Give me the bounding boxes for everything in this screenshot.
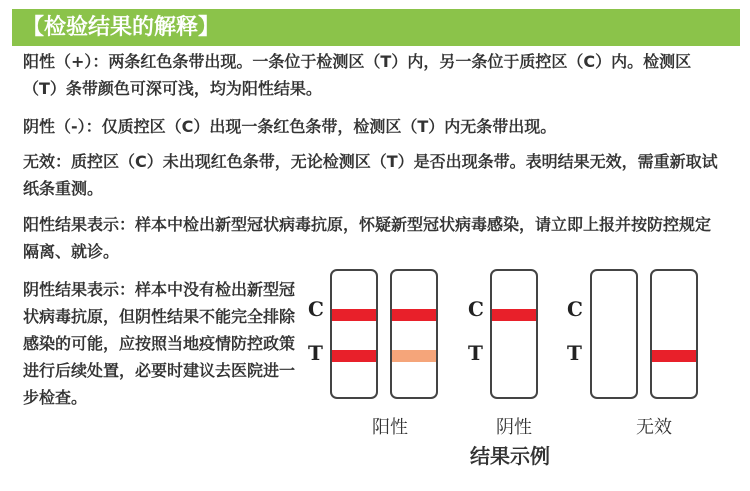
test-strip-invalid-none (590, 269, 638, 399)
negative-result-note: 阴性结果表示：样本中没有检出新型冠状病毒抗原，但阴性结果不能完全排除感染的可能，应按照当地疫情防控政策进行后续处置，必要时建议去医院进一步检查。 (23, 280, 296, 407)
test-strip-positive-strong (330, 269, 378, 399)
test-band-faint (392, 350, 436, 362)
t-marker-positive: T (308, 341, 323, 365)
positive-result-note: 阳性结果表示：样本中检出新型冠状病毒抗原，怀疑新型冠状病毒感染，请立即上报并按防控规定隔离、就诊。 (23, 215, 712, 261)
test-band (332, 350, 376, 362)
t-marker-invalid: T (567, 341, 582, 365)
control-band (492, 309, 536, 321)
test-band (652, 350, 696, 362)
c-marker-negative: C (468, 297, 484, 321)
section-header: 【检验结果的解释】 (12, 9, 740, 46)
test-strip-negative (490, 269, 538, 399)
control-band (332, 309, 376, 321)
t-marker-negative: T (468, 341, 483, 365)
invalid-description: 无效：质控区（C）未出现红色条带，无论检测区（T）是否出现条带。表明结果无效，需重新取试纸条重测。 (23, 152, 718, 198)
test-strip-invalid-t-only (650, 269, 698, 399)
negative-description: 阴性（-）：仅质控区（C）出现一条红色条带，检测区（T）内无条带出现。 (23, 117, 557, 136)
test-strip-positive-faint (390, 269, 438, 399)
figure-title: 结果示例 (470, 444, 550, 468)
c-marker-invalid: C (567, 297, 583, 321)
positive-description: 阳性（+）：两条红色条带出现。一条位于检测区（T）内，另一条位于质控区（C）内。检测区（T）条带颜色可深可浅，均为阳性结果。 (23, 52, 692, 98)
caption-invalid: 无效 (636, 417, 672, 438)
c-marker-positive: C (308, 297, 324, 321)
caption-positive: 阳性 (372, 417, 408, 438)
caption-negative: 阴性 (496, 417, 532, 438)
result-example-figure (300, 265, 740, 485)
control-band (392, 309, 436, 321)
